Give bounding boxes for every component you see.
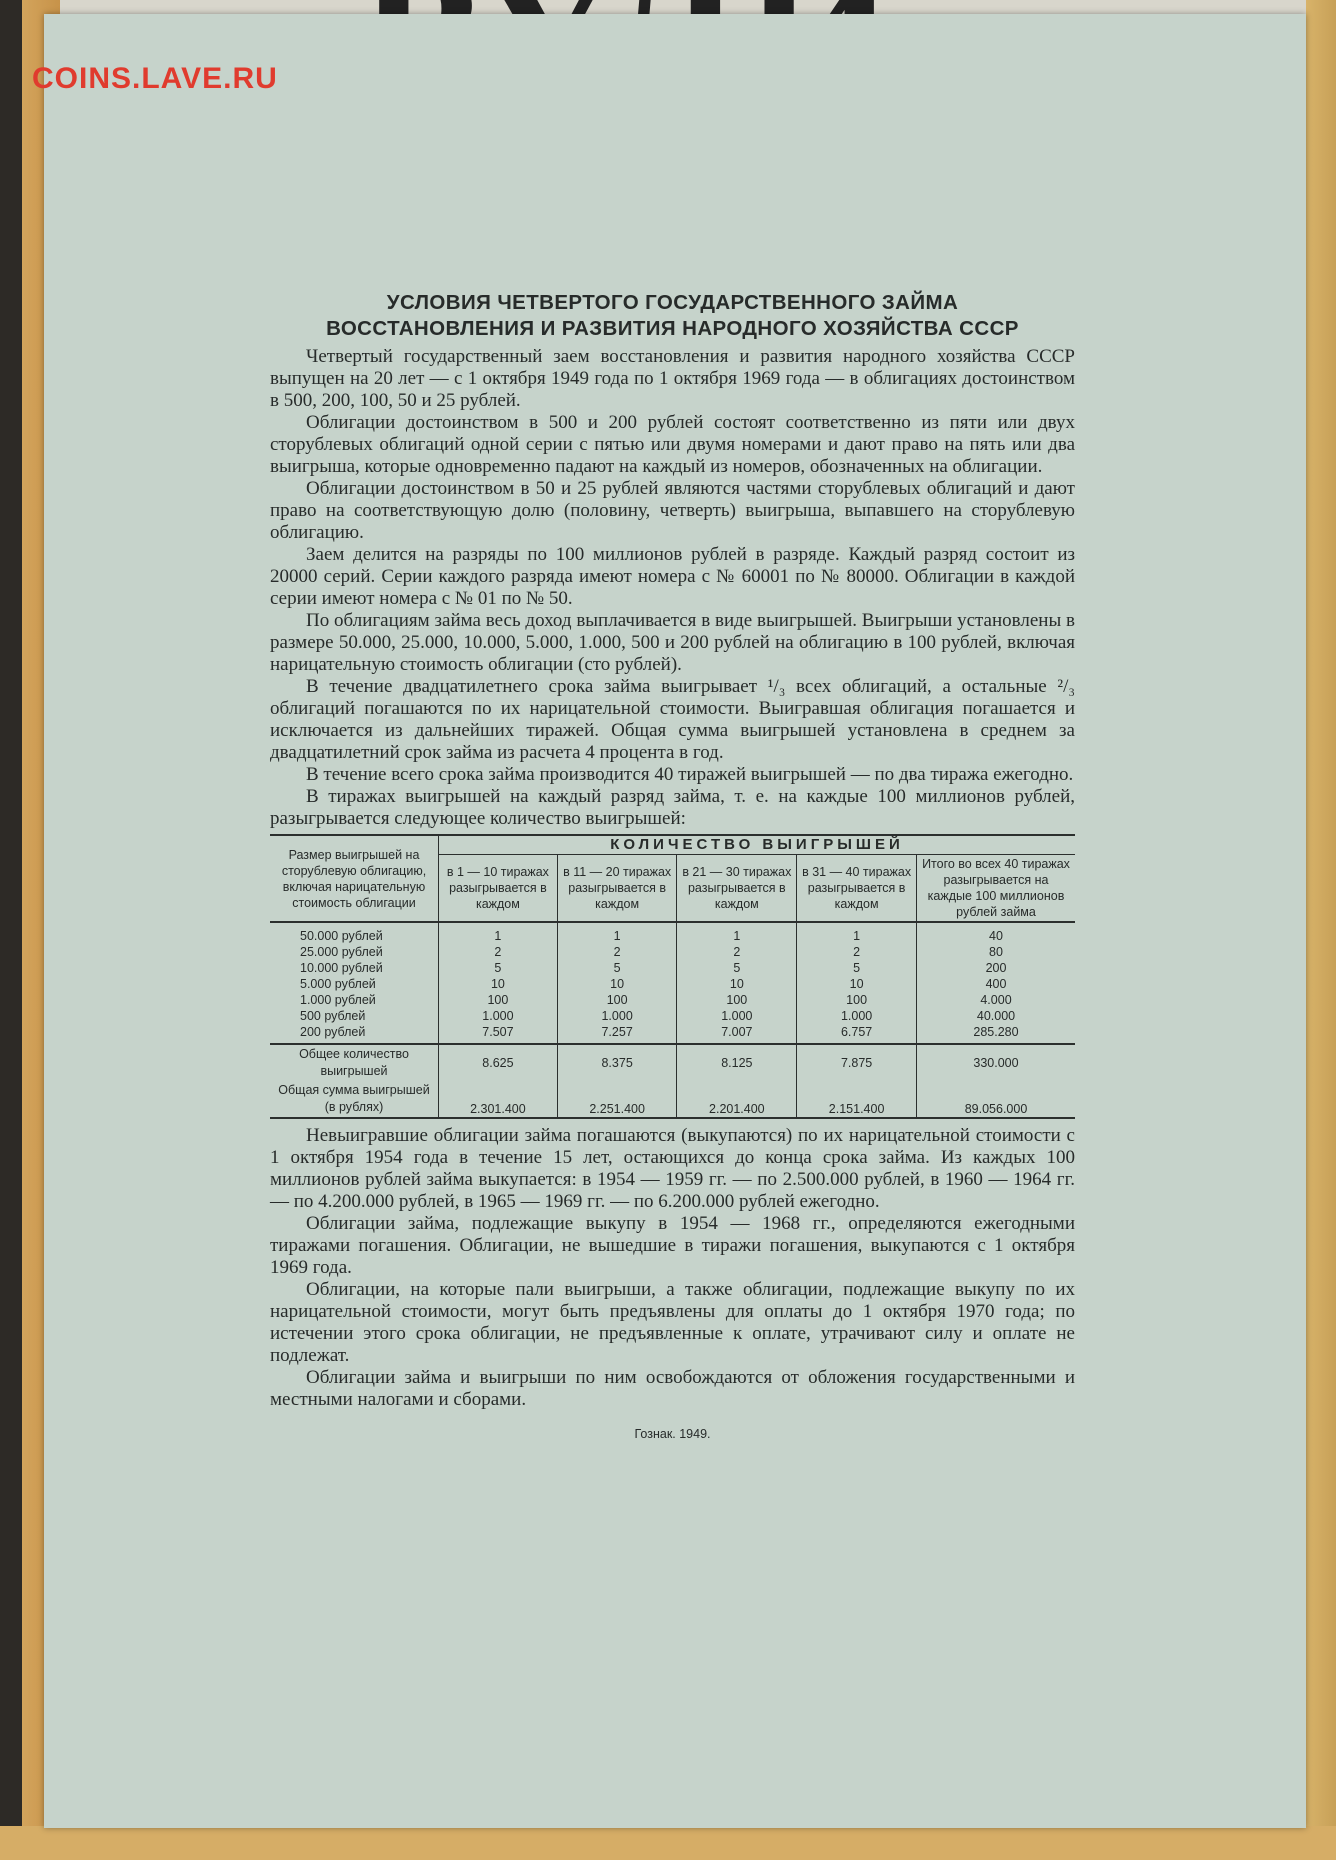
- table-cell: 1.000: [557, 1008, 677, 1024]
- table-cell: 100: [557, 992, 677, 1008]
- table-cell: 1: [557, 922, 677, 944]
- table-row: [270, 992, 1075, 1008]
- table-cell: 7.257: [557, 1024, 677, 1044]
- table-cell: 7.875: [797, 1044, 917, 1081]
- table-cell: 100: [439, 992, 558, 1008]
- column-header: Итого во всех 40 тиражах разыгрывается на каждые 100 миллионов рублей займа: [917, 855, 1076, 923]
- table-cell: 100: [677, 992, 797, 1008]
- printer-imprint: Гознак. 1949.: [634, 1427, 711, 1441]
- paragraph: Облигации займа, подлежащие выкупу в 1954 — 1968 гг., определяются ежегодными тиражами погашения. Облигации, не вышедшие в тиражи погашения, выкупаются с 1 октября 1969 года.: [270, 1213, 1075, 1278]
- table-cell: 10: [557, 976, 677, 992]
- table-cell: 5: [439, 960, 558, 976]
- table-cell: 1: [439, 922, 558, 944]
- column-header: в 21 — 30 тиражах разыгрывается в каждом: [677, 855, 797, 923]
- table-cell: 10: [677, 976, 797, 992]
- table-cell: 4.000: [917, 992, 1076, 1008]
- paragraph: По облигациям займа весь доход выплачивается в виде выигрышей. Выигрыши установлены в размере 50.000, 25.000, 10.000, 5.000, 1.000, 500 и 200 рублей на облигацию в 100 рублей, включая нарицательную стоимость облигации (сто рублей).: [270, 610, 1075, 675]
- prize-size: 500 рублей: [300, 1009, 366, 1023]
- table-cell: 2: [439, 944, 558, 960]
- table-row: [270, 1024, 1075, 1044]
- table-cell: 6.757: [797, 1024, 917, 1044]
- table-cell: 80: [917, 944, 1076, 960]
- table-cell: 400: [917, 976, 1076, 992]
- table-row: [270, 976, 1075, 992]
- table-cell: 2: [797, 944, 917, 960]
- table-cell: 200: [917, 960, 1076, 976]
- title-line-1: УСЛОВИЯ ЧЕТВЕРТОГО ГОСУДАРСТВЕННОГО ЗАЙМА: [386, 291, 959, 314]
- table-cell: 5: [677, 960, 797, 976]
- table-cell: 8.625: [439, 1044, 558, 1081]
- title-line-2: ВОССТАНОВЛЕНИЯ И РАЗВИТИЯ НАРОДНОГО ХОЗЯЙСТВА СССР: [326, 317, 1019, 340]
- total-count-label: Общее количество выигрышей: [270, 1044, 439, 1081]
- table-cell: 10: [797, 976, 917, 992]
- table-cell: 8.125: [677, 1044, 797, 1081]
- table-cell: 10: [439, 976, 558, 992]
- total-sum-row: [270, 1081, 1075, 1118]
- table-cell: 1.000: [439, 1008, 558, 1024]
- table-cell: 1.000: [797, 1008, 917, 1024]
- table-cell: 5: [557, 960, 677, 976]
- table-cell: 2.201.400: [677, 1081, 797, 1118]
- paragraph: Облигации займа и выигрыши по ним освобождаются от обложения государственными и местными налогами и сборами.: [270, 1367, 1075, 1410]
- paragraph: Четвертый государственный заем восстановления и развития народного хозяйства СССР выпущен на 20 лет — с 1 октября 1949 года по 1 октября 1969 года — в облигациях достоинством в 500, 200, 100, 50 и 25 рублей.: [270, 346, 1075, 411]
- column-header: в 11 — 20 тиражах разыгрывается в каждом: [557, 855, 677, 923]
- total-sum-label: Общая сумма выигрышей (в рублях): [278, 1083, 430, 1114]
- table-cell: 2: [677, 944, 797, 960]
- total-count-row: [270, 1044, 1075, 1081]
- table-cell: 1: [677, 922, 797, 944]
- table-cell: 285.280: [917, 1024, 1076, 1044]
- table-cell: 89.056.000: [917, 1081, 1076, 1118]
- paragraph: Облигации достоинством в 500 и 200 рублей состоят соответственно из пяти или двух сторублевых облигаций одной серии с пятью или двумя номерами и дают право на пять или два выигрыша, которые одновременно падают на каждый из номеров, обозначенных на облигации.: [270, 412, 1075, 477]
- paragraph: Невыигравшие облигации займа погашаются (выкупаются) по их нарицательной стоимости с 1 октября 1954 года в течение 15 лет, остающихся до конца срока займа. Из каждых 100 миллионов рублей займа выкупается: в 1954 — 1959 гг. — по 2.500.000 рублей, в 1960 — 1964 гг. — по 4.200.000 рублей, в 1965 — 1969 гг. — по 6.200.000 рублей ежегодно.: [270, 1125, 1075, 1212]
- prize-size: 1.000 рублей: [300, 993, 376, 1007]
- paragraph: Заем делится на разряды по 100 миллионов рублей в разряде. Каждый разряд состоит из 20000 серий. Серии каждого разряда имеют номера с № 60001 по № 80000. Облигации в каждой серии имеют номера с № 01 по № 50.: [270, 544, 1075, 609]
- table-cell: 2.301.400: [439, 1081, 558, 1118]
- table-surface-right: [1306, 0, 1336, 1860]
- paragraph: Облигации достоинством в 50 и 25 рублей являются частями сторублевых облигаций и дают право на соответствующую долю (половину, четверть) выигрыша, выпавшего на сторублевую облигацию.: [270, 478, 1075, 543]
- document-title: [270, 290, 1075, 342]
- paragraph: В течение двадцатилетнего срока займа выигрывает ¹/₃ всех облигаций, а остальные ²/₃ облигаций погашаются по их нарицательной стоимости. Выигравшая облигация погашается и исключается из дальнейших тиражей. Общая сумма выигрышей установлена в среднем за двадцатилетний срок займа из расчета 4 процента в год.: [270, 676, 1075, 763]
- table-row: [270, 922, 1075, 944]
- table-cell: 7.507: [439, 1024, 558, 1044]
- column-header: в 1 — 10 тиражах разыгрывается в каждом: [439, 855, 558, 923]
- table-cell: 7.007: [677, 1024, 797, 1044]
- bond-terms-text: [270, 290, 1075, 1441]
- table-cell: 100: [797, 992, 917, 1008]
- prize-size: 25.000 рублей: [300, 945, 383, 959]
- table-cell: 2.251.400: [557, 1081, 677, 1118]
- table-cell: 2.151.400: [797, 1081, 917, 1118]
- table-row: [270, 944, 1075, 960]
- prize-count-group-header: КОЛИЧЕСТВО ВЫИГРЫШЕЙ: [439, 835, 1076, 855]
- paragraph: Облигации, на которые пали выигрыши, а также облигации, подлежащие выкупу по их нарицательной стоимости, могут быть предъявлены для оплаты до 1 октября 1970 года; по истечении этого срока облигации, не предъявленные к оплате, утрачивают силу и оплате не подлежат.: [270, 1279, 1075, 1366]
- table-cell: 1.000: [677, 1008, 797, 1024]
- table-surface-bottom: [0, 1826, 1336, 1860]
- table-cell: 40: [917, 922, 1076, 944]
- prize-size-header: Размер выигрышей на сторублевую облигацию, включая нарицательную стоимость облигации: [270, 835, 439, 922]
- table-cell: 8.375: [557, 1044, 677, 1081]
- paragraph: В течение всего срока займа производится 40 тиражей выигрышей — по два тиража ежегодно.: [306, 764, 1074, 785]
- table-cell: 1: [797, 922, 917, 944]
- prize-size: 200 рублей: [300, 1025, 366, 1039]
- table-cell: 2: [557, 944, 677, 960]
- column-header: в 31 — 40 тиражах разыгрывается в каждом: [797, 855, 917, 923]
- prize-table: [270, 834, 1075, 1119]
- table-row: [270, 1008, 1075, 1024]
- table-cell: 40.000: [917, 1008, 1076, 1024]
- site-watermark: COINS.LAVE.RU: [32, 62, 278, 95]
- paragraph: В тиражах выигрышей на каждый разряд займа, т. е. на каждые 100 миллионов рублей, разыгрывается следующее количество выигрышей:: [270, 786, 1075, 829]
- dark-strip: [0, 0, 22, 1860]
- prize-size: 10.000 рублей: [300, 961, 383, 975]
- table-cell: 5: [797, 960, 917, 976]
- table-row: [270, 960, 1075, 976]
- prize-size: 5.000 рублей: [300, 977, 376, 991]
- table-cell: 330.000: [917, 1044, 1076, 1081]
- prize-size: 50.000 рублей: [300, 929, 383, 943]
